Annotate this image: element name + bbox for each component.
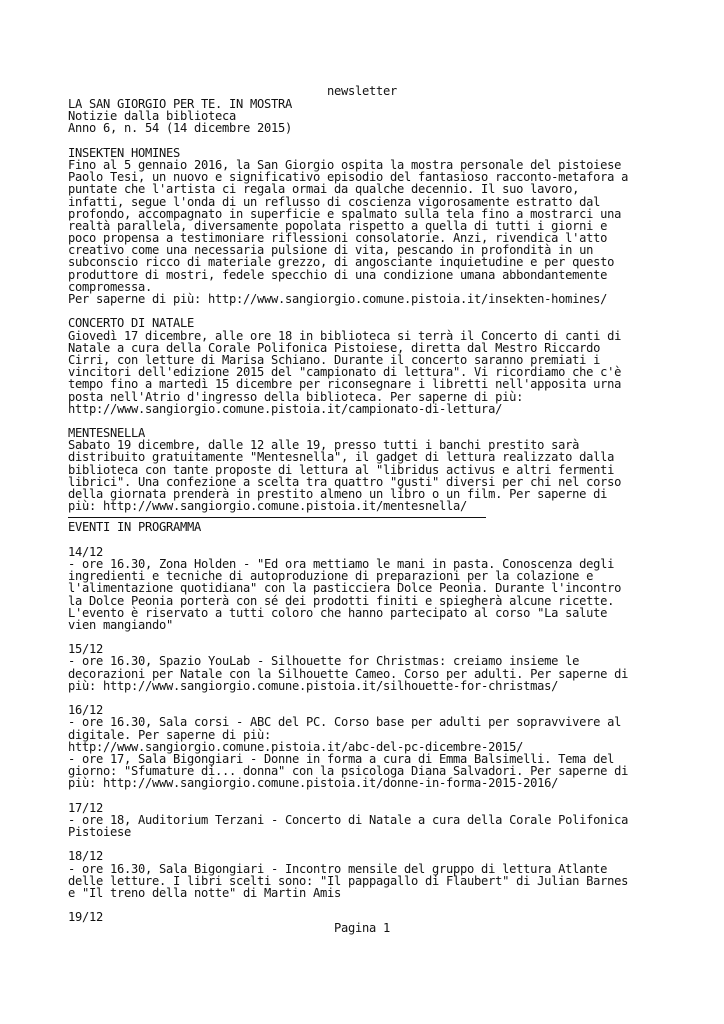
intro-block — [68, 98, 688, 135]
spacer — [68, 135, 688, 147]
event-line: ingredienti e tecniche di autoproduzione di preparazioni per la colazione e — [68, 569, 594, 584]
article-line: biblioteca con tante proposte di lettura al "libridus activus e altri fermenti — [68, 462, 615, 477]
event-line: più: http://www.sangiorgio.comune.pistoia.it/donne-in-forma-2015-2016/ — [68, 776, 559, 791]
event-date: 18/12 — [68, 849, 104, 864]
event-line: decorazioni per Natale con la Silhouette Cameo. Corso per adulti. Per saperne di — [68, 666, 629, 681]
spacer — [68, 899, 688, 911]
article — [68, 147, 688, 305]
event-line: - ore 17, Sala Bigongiari - Donne in forma a cura di Emma Balsimelli. Tema del — [68, 751, 615, 766]
article-line: Cirri, con letture di Marisa Schiano. Durante il concerto saranno premiati i — [68, 352, 601, 367]
event-line: delle letture. I libri scelti sono: "Il pappagallo di Flaubert" di Julian Barnes — [68, 873, 629, 888]
article-line: Per saperne di più: http://www.sangiorgio.comune.pistoia.it/insekten-homines/ — [68, 292, 608, 306]
article-line: profondo, accompagnato in superficie e spalmato sulla tela fino a mostrarci una — [68, 206, 622, 221]
event-line: più: http://www.sangiorgio.comune.pistoia.it/silhouette-for-christmas/ — [68, 678, 559, 693]
spacer — [68, 631, 688, 643]
event-line: la Dolce Peonia porterà con sé dei prodotti finiti e spiegherà alcune ricette. — [68, 593, 615, 608]
event-line: e "Il treno della notte" di Martin Amis — [68, 886, 342, 900]
article-line: subconscio ricco di materiale grezzo, di angosciante inquietudine e per questo — [68, 255, 615, 270]
article-line: Paolo Tesi, un nuovo e significativo episodio del fantasioso racconto-metafora a — [68, 170, 629, 185]
event-day — [68, 546, 688, 631]
article-line: Fino al 5 gennaio 2016, la San Giorgio ospita la mostra personale del pistoiese — [68, 157, 622, 172]
intro-line: Anno 6, n. 54 (14 dicembre 2015) — [68, 121, 293, 136]
article-line: della giornata prenderà in prestito almeno un libro o un film. Per saperne di — [68, 487, 608, 501]
event-line: Pistoiese — [68, 825, 132, 840]
event-line: digitale. Per saperne di più: — [68, 727, 272, 742]
spacer — [68, 692, 688, 704]
article-line: distribuito gratuitamente "Mentesnella", il gadget di lettura realizzato dalla — [68, 450, 615, 465]
document-body — [68, 98, 688, 924]
event-line: http://www.sangiorgio.comune.pistoia.it/abc-del-pc-dicembre-2015/ — [68, 739, 524, 754]
intro-line: Notizie dalla biblioteca — [68, 109, 237, 124]
article-line: Giovedì 17 dicembre, alle ore 18 in biblioteca si terrà il Concerto di canti di — [68, 328, 622, 343]
events-heading: EVENTI IN PROGRAMMA — [68, 520, 202, 535]
article-line: realtà parallela, diversamente popolata rispetto a quella di tutti i giorni e — [68, 218, 608, 233]
article-title: INSEKTEN HOMINES — [68, 145, 181, 160]
event-date: 15/12 — [68, 642, 104, 657]
event-line: - ore 16.30, Spazio YouLab - Silhouette for Christmas: creiamo insieme le — [68, 654, 580, 669]
article-line: creativo come una necessaria pulsione di vita, pescando in profondità in un — [68, 243, 594, 258]
article-line: compromessa. — [68, 279, 153, 294]
article-line: posta nell'Atrio d'ingresso della biblioteca. Per saperne di più: — [68, 389, 524, 404]
event-date: 16/12 — [68, 703, 104, 718]
article-line: librici". Una confezione a scelta tra quattro "gusti" diversi per chi nel corso — [68, 474, 622, 489]
event-line: - ore 16.30, Sala corsi - ABC del PC. Corso base per adulti per sopravvivere al — [68, 715, 622, 730]
event-date: 19/12 — [68, 910, 104, 925]
article-title: MENTESNELLA — [68, 426, 146, 441]
event-line: - ore 18, Auditorium Terzani - Concerto di Natale a cura della Corale Polifonica — [68, 812, 629, 827]
event-line: l'alimentazione quotidiana" con la pasticciera Dolce Peonia. Durante l'incontro — [68, 581, 622, 596]
articles-section — [68, 135, 688, 513]
article-line: puntate che l'artista ci regala ormai da qualche decennio. Il suo lavoro, — [68, 182, 580, 197]
page-number: Pagina 1 — [333, 921, 390, 935]
article-line: vincitori dell'edizione 2015 del "campionato di lettura". Vi ricordiamo che c'è — [68, 365, 622, 380]
article-line: tempo fino a martedì 15 dicembre per riconsegnare i libretti nell'apposita urna — [68, 377, 622, 392]
article — [68, 317, 688, 415]
event-date: 14/12 — [68, 544, 104, 559]
spacer — [68, 838, 688, 850]
event-line: vien mangiando" — [68, 617, 174, 632]
spacer — [68, 415, 688, 427]
article — [68, 427, 688, 512]
event-day — [68, 643, 688, 692]
article-line: Sabato 19 dicembre, dalle 12 alle 19, presso tutti i banchi prestito sarà — [68, 438, 580, 453]
event-day — [68, 850, 688, 899]
article-line: produttore di mostri, fedele specchio di una condizione umana abbondantemente — [68, 267, 608, 282]
events-section — [68, 534, 688, 924]
spacer — [68, 790, 688, 802]
article-line: poco propensa a testimoniare riflessioni consolatorie. Anzi, rivendica l'atto — [68, 231, 608, 246]
spacer — [68, 534, 688, 546]
event-day — [68, 704, 688, 789]
event-line: - ore 16.30, Sala Bigongiari - Incontro mensile del gruppo di lettura Atlante — [68, 861, 608, 876]
event-line: giorno: "Sfumature di... donna" con la psicologa Diana Salvadori. Per saperne di — [68, 764, 629, 779]
article-line: più: http://www.sangiorgio.comune.pistoia.it/mentesnella/ — [68, 499, 468, 514]
article-line: Natale a cura della Corale Polifonica Pistoiese, diretta dal Mestro Riccardo — [68, 340, 601, 355]
event-day — [68, 802, 688, 839]
event-line: L'evento è riservato a tutti coloro che hanno partecipato al corso "La salute — [68, 605, 608, 620]
newsletter-title: newsletter — [326, 84, 397, 98]
intro-line: LA SAN GIORGIO PER TE. IN MOSTRA — [68, 97, 293, 111]
event-line: - ore 16.30, Zona Holden - "Ed ora mettiamo le mani in pasta. Conoscenza degli — [68, 556, 615, 571]
article-line: http://www.sangiorgio.comune.pistoia.it/campionato-di-lettura/ — [68, 401, 503, 416]
section-divider — [68, 517, 486, 518]
article-title: CONCERTO DI NATALE — [68, 316, 195, 331]
article-line: infatti, segue l'onda di un reflusso di coscienza vigorosamente estratto dal — [68, 194, 601, 209]
event-date: 17/12 — [68, 800, 104, 815]
